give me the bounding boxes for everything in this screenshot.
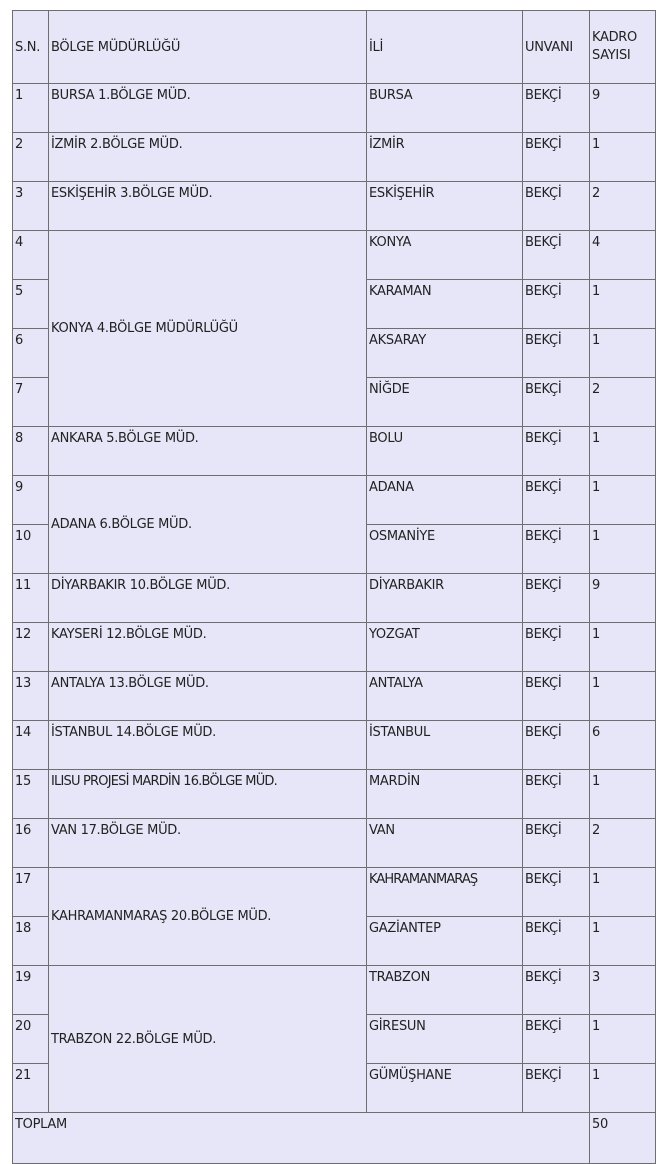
cell-region: ANTALYA 13.BÖLGE MÜD. (49, 672, 367, 721)
cell-region: DİYARBAKIR 10.BÖLGE MÜD. (49, 574, 367, 623)
cell-city: GAZİANTEP (367, 917, 523, 966)
staff-quota-table (12, 10, 656, 1164)
cell-region: KONYA 4.BÖLGE MÜDÜRLÜĞÜ (49, 231, 367, 427)
cell-count: 1 (590, 868, 656, 917)
cell-sn: 21 (13, 1064, 49, 1113)
cell-sn: 12 (13, 623, 49, 672)
cell-count: 1 (590, 329, 656, 378)
cell-region: ANKARA 5.BÖLGE MÜD. (49, 427, 367, 476)
cell-title: BEKÇİ (523, 182, 590, 231)
cell-city: YOZGAT (367, 623, 523, 672)
table-row (13, 819, 656, 868)
cell-city: BOLU (367, 427, 523, 476)
table-row (13, 721, 656, 770)
total-label: TOPLAM (13, 1113, 590, 1164)
cell-title: BEKÇİ (523, 819, 590, 868)
cell-sn: 8 (13, 427, 49, 476)
cell-title: BEKÇİ (523, 84, 590, 133)
cell-count: 9 (590, 574, 656, 623)
total-value: 50 (590, 1113, 656, 1164)
cell-count: 1 (590, 427, 656, 476)
cell-title: BEKÇİ (523, 1015, 590, 1064)
cell-count: 1 (590, 623, 656, 672)
header-sn: S.N. (13, 11, 49, 84)
header-count-line2: SAYISI (592, 48, 631, 63)
cell-sn: 11 (13, 574, 49, 623)
cell-sn: 3 (13, 182, 49, 231)
header-title: UNVANI (523, 11, 590, 84)
cell-title: BEKÇİ (523, 329, 590, 378)
cell-count: 4 (590, 231, 656, 280)
cell-count: 6 (590, 721, 656, 770)
cell-city: KONYA (367, 231, 523, 280)
table-row (13, 966, 656, 1015)
cell-city: İSTANBUL (367, 721, 523, 770)
cell-region: TRABZON 22.BÖLGE MÜD. (49, 966, 367, 1113)
cell-title: BEKÇİ (523, 574, 590, 623)
cell-title: BEKÇİ (523, 525, 590, 574)
cell-count: 3 (590, 966, 656, 1015)
table-row (13, 476, 656, 525)
table-row (13, 623, 656, 672)
cell-count: 1 (590, 770, 656, 819)
cell-title: BEKÇİ (523, 133, 590, 182)
cell-count: 1 (590, 525, 656, 574)
header-city: İLİ (367, 11, 523, 84)
table-row (13, 231, 656, 280)
header-row (13, 11, 656, 84)
cell-sn: 20 (13, 1015, 49, 1064)
cell-count: 1 (590, 672, 656, 721)
cell-sn: 6 (13, 329, 49, 378)
cell-sn: 10 (13, 525, 49, 574)
table-row (13, 868, 656, 917)
cell-region: İSTANBUL 14.BÖLGE MÜD. (49, 721, 367, 770)
cell-sn: 13 (13, 672, 49, 721)
cell-city: ANTALYA (367, 672, 523, 721)
cell-title: BEKÇİ (523, 917, 590, 966)
table-row (13, 672, 656, 721)
cell-sn: 7 (13, 378, 49, 427)
cell-sn: 18 (13, 917, 49, 966)
table-row (13, 770, 656, 819)
cell-region: ESKİŞEHİR 3.BÖLGE MÜD. (49, 182, 367, 231)
cell-sn: 16 (13, 819, 49, 868)
table-row (13, 84, 656, 133)
cell-region: KAYSERİ 12.BÖLGE MÜD. (49, 623, 367, 672)
cell-city: NİĞDE (367, 378, 523, 427)
table-row (13, 133, 656, 182)
cell-title: BEKÇİ (523, 1064, 590, 1113)
cell-region: KAHRAMANMARAŞ 20.BÖLGE MÜD. (49, 868, 367, 966)
cell-region: VAN 17.BÖLGE MÜD. (49, 819, 367, 868)
header-count (590, 11, 656, 84)
cell-city: GİRESUN (367, 1015, 523, 1064)
cell-title: BEKÇİ (523, 721, 590, 770)
cell-title: BEKÇİ (523, 378, 590, 427)
cell-sn: 17 (13, 868, 49, 917)
cell-title: BEKÇİ (523, 770, 590, 819)
cell-sn: 1 (13, 84, 49, 133)
table-row (13, 574, 656, 623)
cell-sn: 5 (13, 280, 49, 329)
cell-title: BEKÇİ (523, 231, 590, 280)
cell-city: ESKİŞEHİR (367, 182, 523, 231)
cell-title: BEKÇİ (523, 427, 590, 476)
header-region: BÖLGE MÜDÜRLÜĞÜ (49, 11, 367, 84)
cell-region: ADANA 6.BÖLGE MÜD. (49, 476, 367, 574)
cell-city: OSMANİYE (367, 525, 523, 574)
cell-city: VAN (367, 819, 523, 868)
cell-title: BEKÇİ (523, 672, 590, 721)
cell-count: 1 (590, 1064, 656, 1113)
cell-city: GÜMÜŞHANE (367, 1064, 523, 1113)
cell-region: BURSA 1.BÖLGE MÜD. (49, 84, 367, 133)
cell-sn: 19 (13, 966, 49, 1015)
cell-count: 1 (590, 917, 656, 966)
cell-city: KARAMAN (367, 280, 523, 329)
cell-count: 2 (590, 182, 656, 231)
cell-sn: 9 (13, 476, 49, 525)
cell-count: 2 (590, 378, 656, 427)
table-row (13, 182, 656, 231)
cell-city: DİYARBAKIR (367, 574, 523, 623)
cell-city: TRABZON (367, 966, 523, 1015)
table-row (13, 427, 656, 476)
cell-city: KAHRAMANMARAŞ (367, 868, 523, 917)
cell-title: BEKÇİ (523, 280, 590, 329)
cell-region: ILISU PROJESİ MARDİN 16.BÖLGE MÜD. (49, 770, 367, 819)
cell-count: 9 (590, 84, 656, 133)
cell-sn: 15 (13, 770, 49, 819)
total-row (13, 1113, 656, 1164)
cell-city: ADANA (367, 476, 523, 525)
cell-city: MARDİN (367, 770, 523, 819)
cell-sn: 14 (13, 721, 49, 770)
cell-title: BEKÇİ (523, 868, 590, 917)
cell-city: AKSARAY (367, 329, 523, 378)
cell-count: 1 (590, 476, 656, 525)
cell-count: 1 (590, 133, 656, 182)
cell-title: BEKÇİ (523, 476, 590, 525)
cell-title: BEKÇİ (523, 623, 590, 672)
cell-count: 1 (590, 1015, 656, 1064)
cell-region: İZMİR 2.BÖLGE MÜD. (49, 133, 367, 182)
cell-title: BEKÇİ (523, 966, 590, 1015)
cell-count: 1 (590, 280, 656, 329)
cell-sn: 4 (13, 231, 49, 280)
header-count-line1: KADRO (592, 30, 637, 45)
cell-city: BURSA (367, 84, 523, 133)
cell-sn: 2 (13, 133, 49, 182)
cell-count: 2 (590, 819, 656, 868)
cell-city: İZMİR (367, 133, 523, 182)
